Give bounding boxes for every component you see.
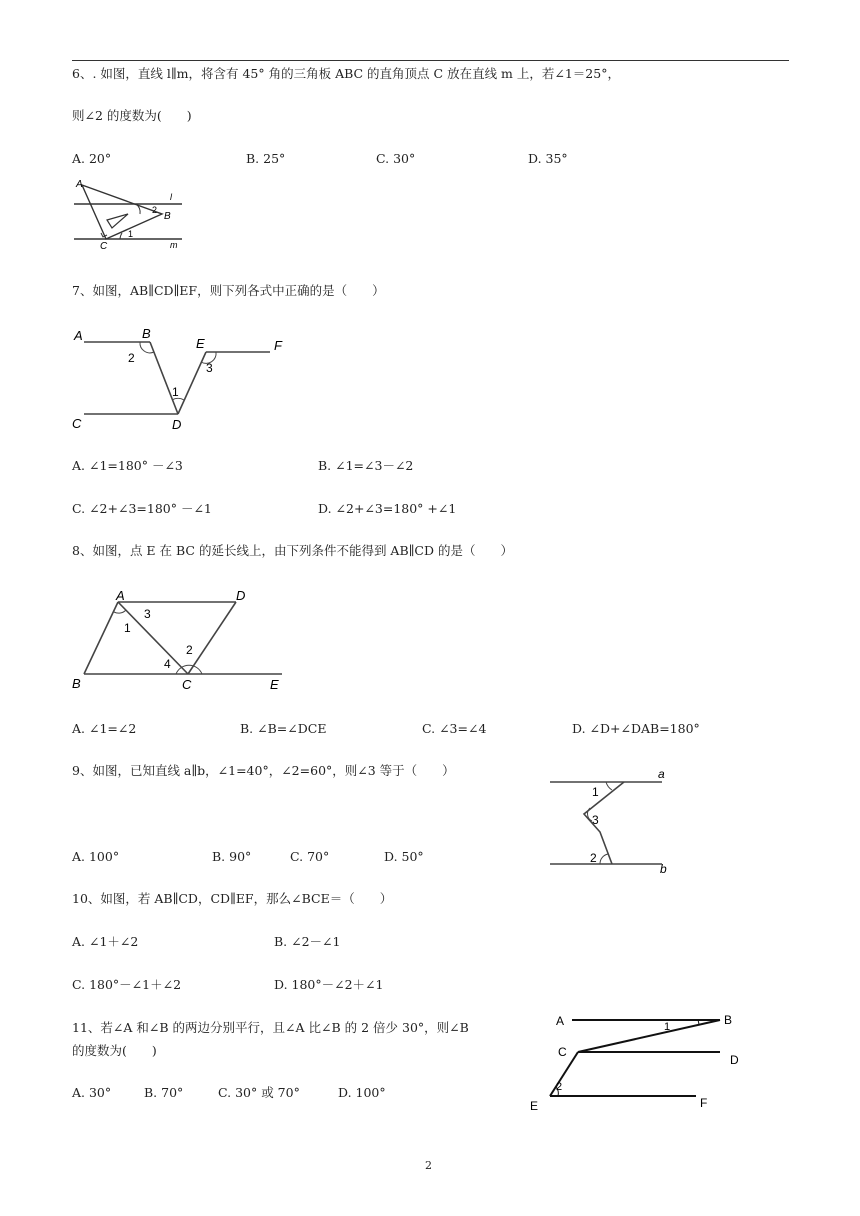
q8-label-c: C — [182, 677, 192, 692]
q7-label-f: F — [274, 338, 282, 353]
q7-option-b: B. ∠1=∠3－∠2 — [318, 458, 414, 473]
q7-label-1: 1 — [172, 385, 179, 399]
q9-stem: 9、如图，已知直线 a∥b，∠1=40°，∠2=60°，则∠3 等于（ ） — [72, 763, 455, 778]
q11-option-d: D. 100° — [338, 1085, 386, 1100]
q8-option-c: C. ∠3=∠4 — [422, 721, 487, 736]
q6-option-a: A. 20° — [72, 151, 112, 166]
q8-option-d: D. ∠D+∠DAB=180° — [572, 721, 700, 736]
q9-option-d: D. 50° — [384, 849, 424, 864]
q10-stem: 10、如图，若 AB∥CD，CD∥EF，那么∠BCE＝（ ） — [72, 891, 393, 906]
q10-option-c: C. 180°－∠1＋∠2 — [72, 977, 182, 992]
q8-label-b: B — [72, 676, 81, 691]
q8-stem: 8、如图，点 E 在 BC 的延长线上，由下列条件不能得到 AB∥CD 的是（ ） — [72, 543, 513, 558]
q10-label-c: C — [558, 1045, 567, 1059]
q10-label-2: 2 — [556, 1081, 563, 1093]
q7-label-3: 3 — [206, 361, 213, 375]
q10-option-b: B. ∠2－∠1 — [274, 934, 341, 949]
page-number: 2 — [425, 1159, 432, 1172]
q8-label-3: 3 — [144, 607, 151, 621]
q9-label-3: 3 — [592, 813, 599, 827]
q11-stem-line1: 11、若∠A 和∠B 的两边分别平行，且∠A 比∠B 的 2 倍少 30°，则∠B — [72, 1020, 469, 1035]
q6-label-c: C — [100, 241, 108, 252]
q8-label-d: D — [236, 588, 246, 603]
q11-option-b: B. 70° — [144, 1085, 184, 1100]
q6-option-d: D. 35° — [528, 151, 568, 166]
q6-label-m: m — [170, 240, 178, 250]
q10-label-e: E — [530, 1099, 539, 1112]
q9-label-2: 2 — [590, 851, 597, 865]
q6-label-l: l — [170, 192, 172, 202]
q7-label-2: 2 — [128, 351, 135, 365]
q9-option-a: A. 100° — [72, 849, 120, 864]
q8-label-a: A — [116, 588, 125, 603]
q7-label-c: C — [72, 416, 82, 431]
q11-option-a: A. 30° — [72, 1085, 112, 1100]
q6-stem-line2: 则∠2 的度数为( ) — [72, 108, 192, 123]
q6-option-c: C. 30° — [376, 151, 416, 166]
q6-option-b: B. 25° — [246, 151, 286, 166]
q8-label-2: 2 — [186, 643, 193, 657]
q10-option-a: A. ∠1＋∠2 — [72, 934, 139, 949]
q8-label-e: E — [270, 677, 279, 692]
q8-option-a: A. ∠1=∠2 — [72, 721, 137, 736]
q6-label-2: 2 — [152, 205, 158, 215]
q11-stem-line2: 的度数为( ) — [72, 1043, 157, 1058]
q7-label-a: A — [74, 328, 83, 343]
q10-label-b: B — [724, 1013, 733, 1027]
q7-label-e: E — [196, 336, 205, 351]
q10-label-a: A — [556, 1014, 565, 1028]
q8-figure — [70, 586, 292, 692]
q6-label-1: 1 — [128, 229, 134, 239]
q7-stem: 7、如图，AB∥CD∥EF，则下列各式中正确的是（ ） — [72, 283, 385, 298]
q11-option-c: C. 30° 或 70° — [218, 1085, 300, 1100]
q9-label-a: a — [658, 767, 665, 781]
q7-figure — [70, 322, 290, 432]
q8-label-4: 4 — [164, 657, 171, 671]
q8-label-1: 1 — [124, 621, 131, 635]
q10-option-d: D. 180°－∠2＋∠1 — [274, 977, 384, 992]
q9-label-1: 1 — [592, 785, 599, 799]
q7-option-a: A. ∠1=180° －∠3 — [72, 458, 183, 473]
q7-option-d: D. ∠2+∠3=180° +∠1 — [318, 501, 457, 516]
header-rule — [72, 60, 789, 61]
q7-label-d: D — [172, 417, 182, 432]
q6-figure — [70, 176, 185, 252]
q10-label-1: 1 — [664, 1021, 671, 1033]
q10-figure — [524, 1006, 758, 1112]
q8-option-b: B. ∠B=∠DCE — [240, 721, 327, 736]
q9-figure — [546, 764, 674, 876]
q7-label-b: B — [142, 326, 151, 341]
q6-stem-line1: 6、. 如图，直线 l∥m，将含有 45° 角的三角板 ABC 的直角顶点 C 放在直线 m 上，若∠1＝25°， — [72, 66, 620, 81]
q10-label-d: D — [730, 1053, 739, 1067]
q6-label-b: B — [164, 211, 171, 222]
q6-label-a: A — [76, 179, 83, 190]
q9-label-b: b — [660, 862, 667, 876]
q9-option-b: B. 90° — [212, 849, 252, 864]
q9-option-c: C. 70° — [290, 849, 330, 864]
q7-option-c: C. ∠2+∠3=180° －∠1 — [72, 501, 212, 516]
q10-label-f: F — [700, 1096, 708, 1110]
